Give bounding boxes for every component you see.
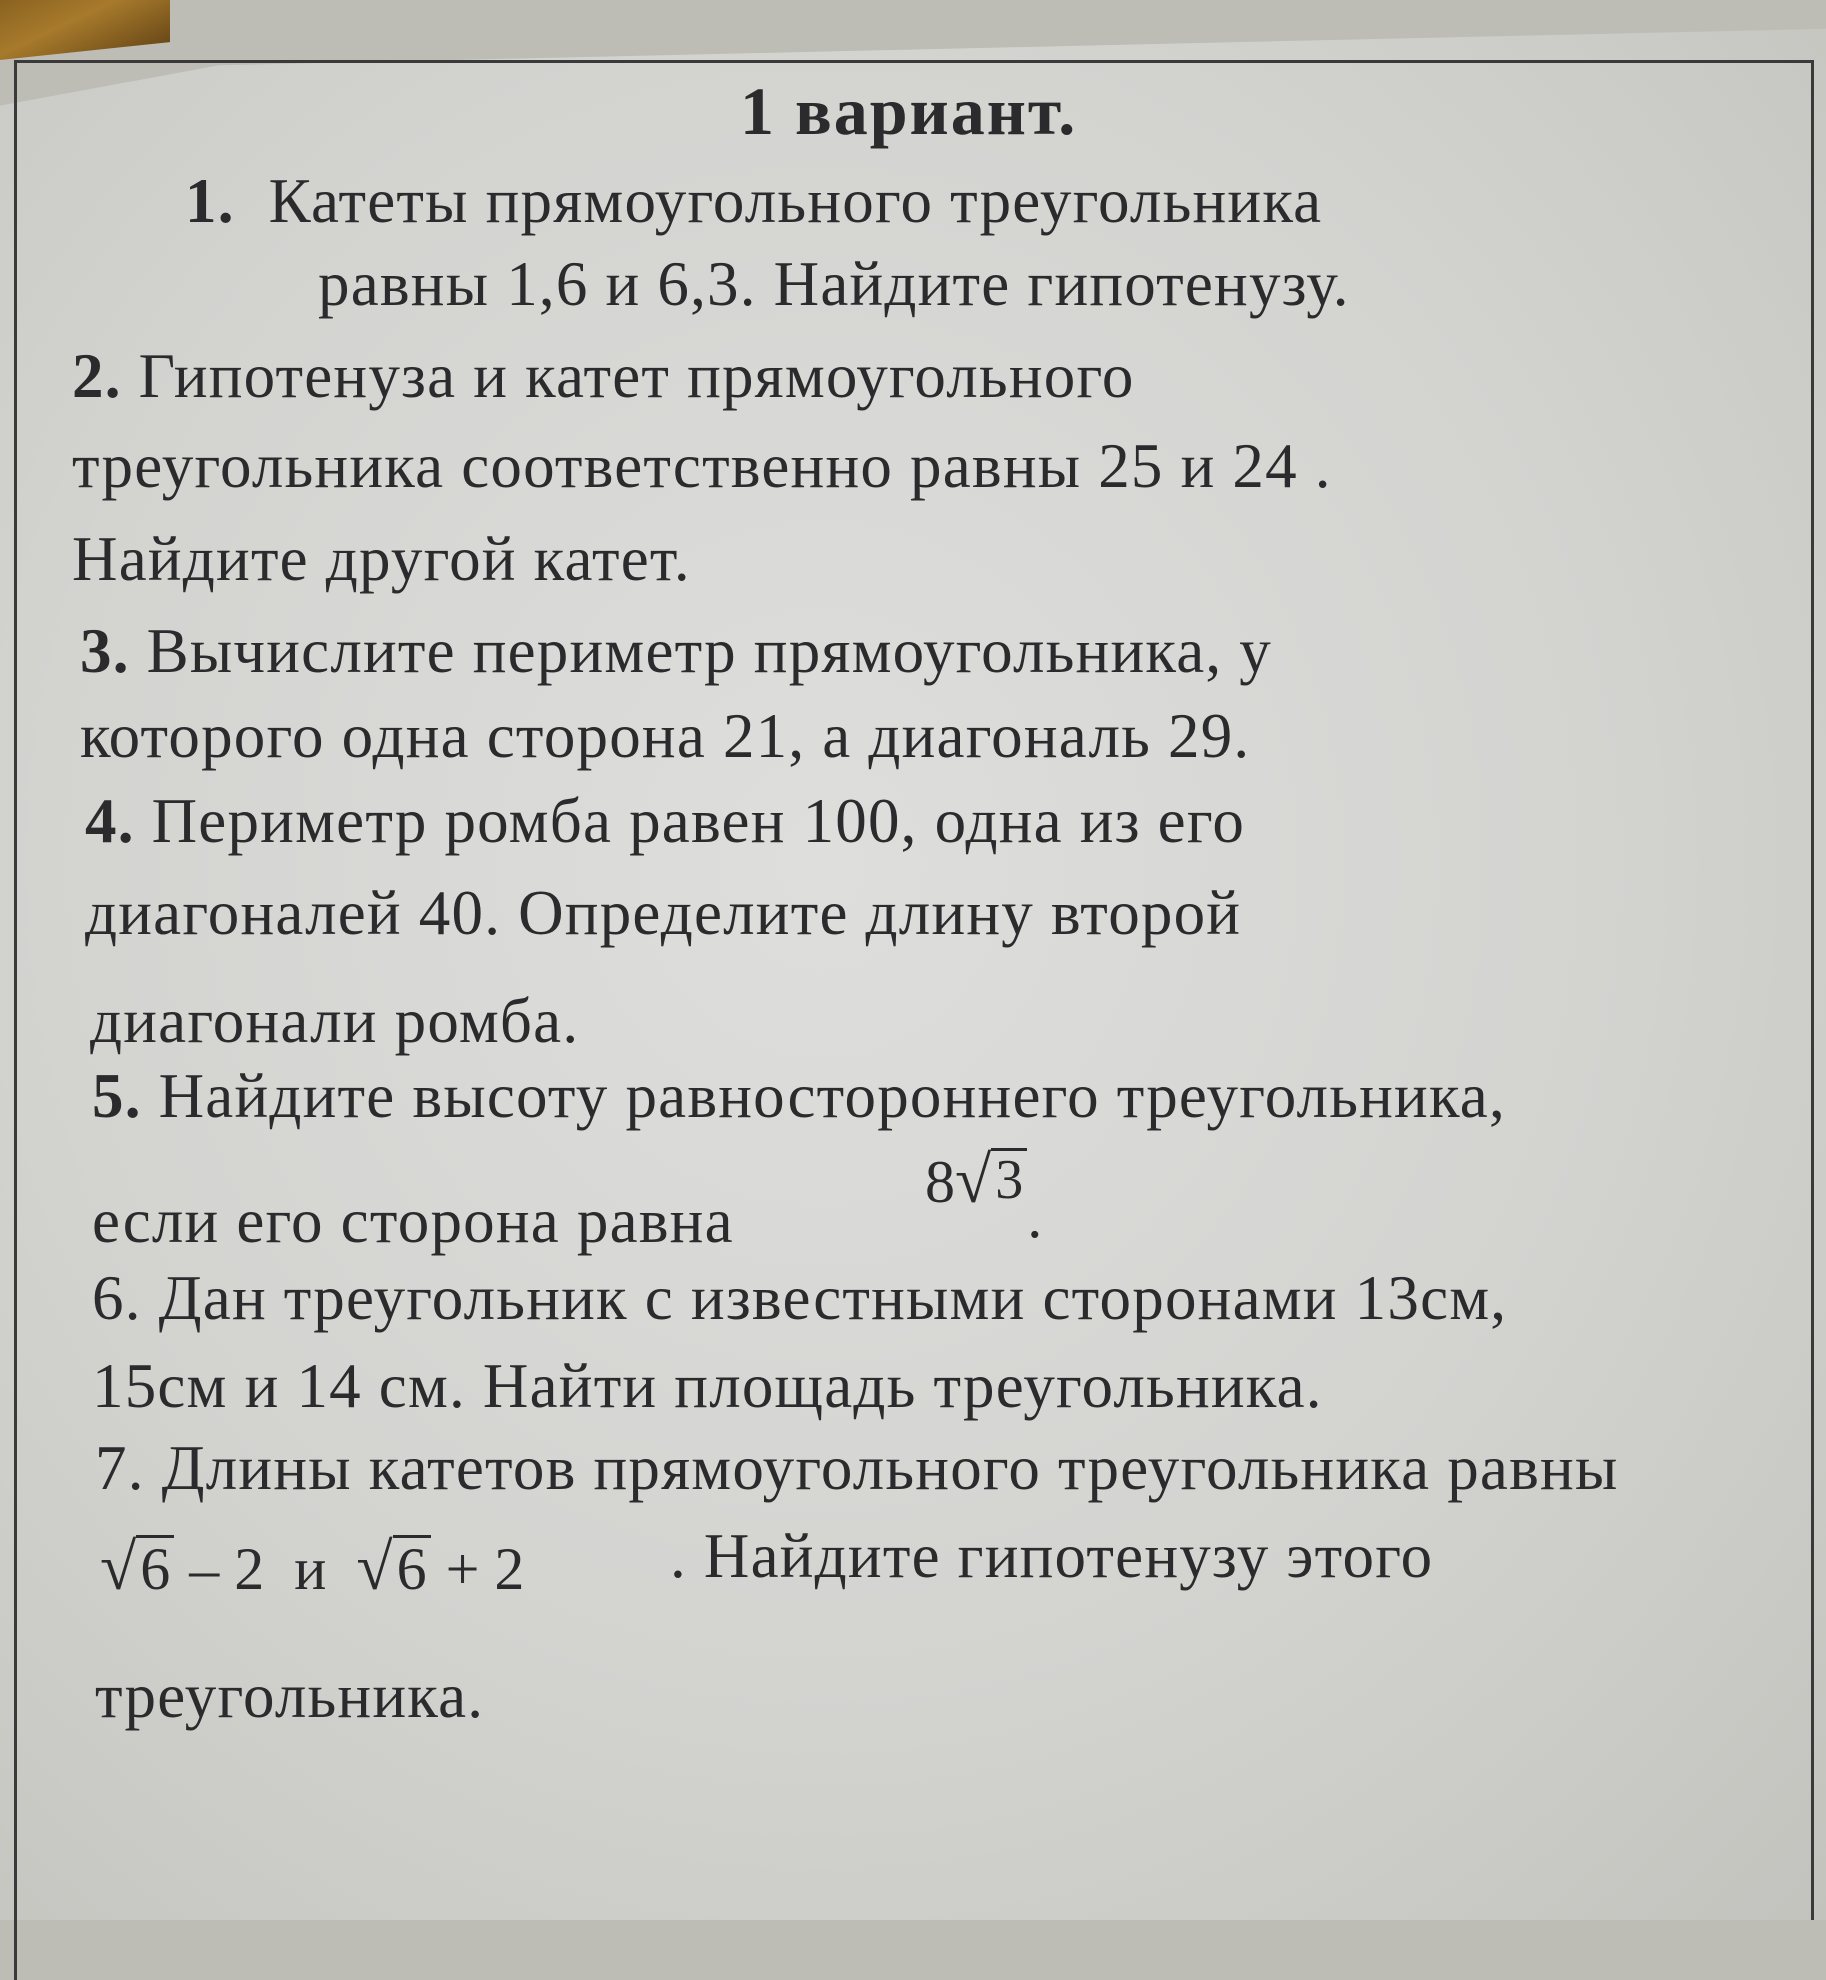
task-number: 3. — [80, 616, 130, 686]
formula-conjunction: и — [294, 1536, 327, 1602]
task-4-line-3: диагонали ромба. — [90, 986, 580, 1056]
sqrt-expression — [100, 1531, 174, 1604]
task-number: 6. — [92, 1263, 142, 1333]
task-number: 5. — [92, 1061, 142, 1131]
formula-coefficient: 8 — [925, 1149, 955, 1215]
sqrt-icon: √ — [356, 1531, 393, 1604]
task-7-line-2: . Найдите гипотенузу этого — [670, 1521, 1434, 1591]
task-4-line-1 — [85, 785, 1245, 858]
task-2-line-2: треугольника соответственно равны 25 и 24 . — [72, 431, 1332, 501]
task-6-line-1 — [92, 1262, 1507, 1335]
task-5-formula — [925, 1144, 1043, 1250]
variant-title: 1 вариант. — [740, 73, 1078, 149]
task-1-line-2: равны 1,6 и 6,3. Найдите гипотенузу. — [318, 249, 1350, 319]
task-number: 2. — [72, 341, 122, 411]
task-2-line-1 — [72, 340, 1135, 413]
task-number: 4. — [85, 786, 135, 856]
task-5-line-2: если его сторона равна — [92, 1186, 734, 1256]
radicand: 6 — [136, 1535, 174, 1601]
task-6-line-2: 15см и 14 см. Найти площадь треугольника. — [92, 1351, 1323, 1421]
sqrt-icon: √ — [100, 1531, 137, 1604]
radicand: 3 — [991, 1148, 1027, 1210]
task-number: 7. — [95, 1433, 145, 1503]
sqrt-expression — [955, 1144, 1027, 1217]
task-7-formula — [100, 1531, 525, 1604]
task-4-line-2: диагоналей 40. Определите длину второй — [85, 878, 1242, 948]
task-3-line-2: которого одна сторона 21, а диагональ 29. — [80, 701, 1251, 771]
task-7-line-3: треугольника. — [95, 1661, 485, 1731]
radicand: 6 — [393, 1535, 431, 1601]
sqrt-expression — [356, 1531, 430, 1604]
formula-operator: + 2 — [445, 1536, 525, 1602]
task-2-line-3: Найдите другой катет. — [72, 524, 691, 594]
task-5-line-1 — [92, 1060, 1506, 1133]
task-text: Длины катетов прямоугольного треугольника равны — [161, 1433, 1619, 1503]
task-7-line-1 — [95, 1432, 1618, 1505]
task-1-line-1 — [185, 165, 1322, 238]
formula-operator: – 2 — [189, 1536, 265, 1602]
task-text: Вычислите периметр прямоугольника, у — [146, 616, 1273, 686]
task-text: Гипотенуза и катет прямоугольного — [138, 341, 1135, 411]
task-3-line-1 — [80, 615, 1272, 688]
task-text: Катеты прямоугольного треугольника — [268, 166, 1323, 236]
task-text: Найдите высоту равностороннего треугольника, — [158, 1061, 1506, 1131]
formula-end: . — [1027, 1184, 1043, 1250]
sqrt-icon: √ — [955, 1144, 992, 1217]
task-number: 1. — [185, 166, 235, 236]
task-text: Дан треугольник с известными сторонами 13см, — [158, 1263, 1508, 1333]
task-text: Периметр ромба равен 100, одна из его — [151, 786, 1246, 856]
